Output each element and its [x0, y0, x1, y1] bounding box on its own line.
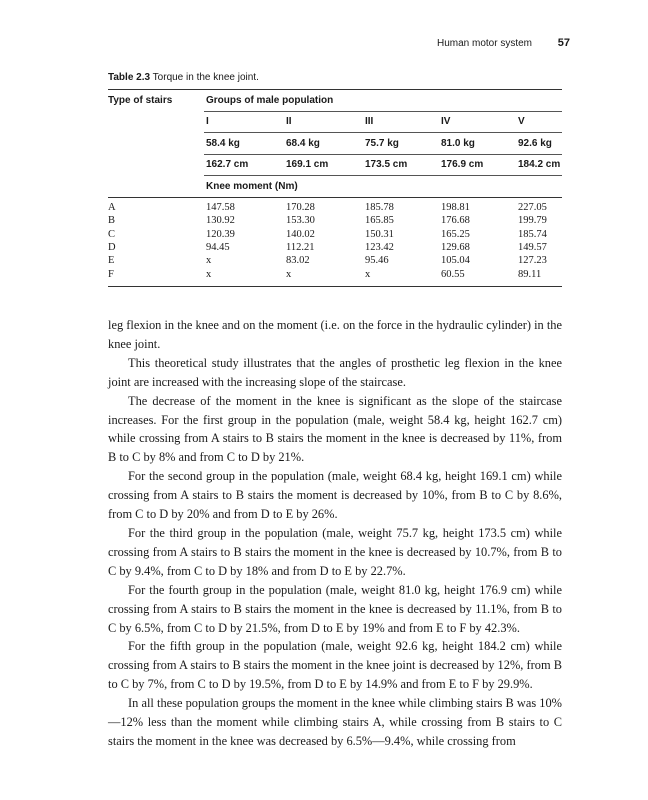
moment-value: 94.45: [206, 241, 230, 253]
table-caption-label: Table 2.3: [108, 72, 151, 83]
moment-value: 185.78: [365, 202, 394, 213]
running-head: [108, 38, 570, 54]
moment-value: 105.04: [441, 255, 470, 267]
moment-value: 227.05: [518, 202, 547, 213]
moment-value: 176.68: [441, 215, 470, 227]
height-rule: [204, 175, 562, 176]
paragraph: This theoretical study illustrates that the angles of prosthetic leg flexion in the knee joint are increased with the increasing slope of the staircase.: [108, 355, 562, 389]
group-numeral: IV: [441, 116, 451, 127]
moment-value: x: [286, 268, 292, 280]
page-number: 57: [557, 37, 570, 49]
knee-moment-header: Knee moment (Nm): [206, 181, 298, 192]
group-weight: 75.7 kg: [365, 138, 399, 149]
paragraph: For the fifth group in the population (male, weight 92.6 kg, height 184.2 cm) while crossing from A stairs to B stairs the moment in the knee joint is decreased by 12%, from B to C by 7%, from C to D by 19.5%, from D to E by 14.9% and from E to F by 29.9%.: [108, 639, 562, 692]
group-header-rule: [204, 111, 562, 112]
paragraph: For the third group in the population (male, weight 75.7 kg, height 173.5 cm) while crossing from A stairs to B stairs the moment in the knee is decreased by 10.7%, from B to C by 9.4%, from C to D by 18% and from D to E by 22.7%.: [108, 525, 562, 578]
moment-value: 147.58: [206, 202, 235, 213]
group-height: 176.9 cm: [441, 159, 484, 170]
stair-type-label: E: [108, 255, 115, 267]
group-height: 162.7 cm: [206, 159, 249, 170]
group-height: 184.2 cm: [518, 159, 561, 170]
col-header-type-of-stairs: Type of stairs: [108, 95, 173, 106]
numeral-rule: [204, 132, 562, 133]
paragraph: In all these population groups the moment in the knee while climbing stairs B was 10%—12% less than the moment while climbing stairs A, while crossing from B stairs to C stairs the moment in the knee was decreased by 6.5%—9.4%, while crossing from: [108, 696, 562, 748]
moment-value: 199.79: [518, 215, 547, 227]
weight-rule: [204, 154, 562, 155]
moment-value: 123.42: [365, 241, 394, 253]
moment-value: x: [365, 268, 371, 280]
stair-type-label: C: [108, 228, 116, 240]
table-top-rule: [108, 89, 562, 90]
table-header-bottom-rule: [108, 197, 562, 198]
col-header-groups: Groups of male population: [206, 95, 334, 106]
moment-value: 149.57: [518, 241, 547, 253]
running-title: Human motor system: [436, 38, 532, 49]
moment-value: 60.55: [441, 268, 465, 280]
table-caption: [108, 72, 259, 83]
table-bottom-rule: [108, 286, 562, 287]
moment-value: 153.30: [286, 215, 315, 227]
moment-value: 129.68: [441, 241, 470, 253]
moment-value: 95.46: [365, 255, 389, 267]
moment-value: 165.85: [365, 215, 394, 227]
group-weight: 81.0 kg: [441, 138, 475, 149]
stair-type-label: F: [108, 268, 114, 280]
group-weight: 58.4 kg: [206, 138, 240, 149]
moment-value: 83.02: [286, 255, 310, 267]
moment-value: 198.81: [441, 202, 470, 213]
moment-value: 120.39: [206, 228, 235, 240]
moment-value: 127.23: [518, 255, 547, 267]
paragraph: The decrease of the moment in the knee is significant as the slope of the staircase increases. For the first group in the population (male, weight 58.4 kg, height 162.7 cm) while crossing from A stairs to B stairs the moment in the knee is decreased by 11%, from B to C by 8% and from C to D by 21%.: [108, 393, 562, 465]
moment-value: 150.31: [365, 228, 394, 240]
paragraph: For the fourth group in the population (male, weight 81.0 kg, height 176.9 cm) while crossing from A stairs to B stairs the moment in the knee is decreased by 11.1%, from B to C by 6.5%, from C to D by 21.5%, from D to E by 19% and from E to F by 42.3%.: [108, 582, 562, 635]
group-numeral: V: [518, 116, 525, 127]
moment-value: 140.02: [286, 228, 315, 240]
stair-type-label: D: [108, 241, 116, 253]
group-numeral: III: [365, 116, 374, 127]
moment-value: 112.21: [286, 241, 315, 253]
moment-value: x: [206, 255, 212, 267]
moment-value: 185.74: [518, 228, 547, 240]
moment-value: 89.11: [518, 268, 542, 280]
group-height: 169.1 cm: [286, 159, 329, 170]
stair-type-label: A: [108, 202, 116, 213]
group-numeral: I: [206, 116, 209, 127]
stair-type-label: B: [108, 215, 116, 227]
group-weight: 92.6 kg: [518, 138, 552, 149]
paragraph: For the second group in the population (male, weight 68.4 kg, height 169.1 cm) while crossing from A stairs to B stairs the moment is decreased by 10%, from B to C by 8.6%, from C to D by 20% and from D to E by 26%.: [108, 469, 562, 522]
group-numeral: II: [286, 116, 292, 127]
moment-value: 130.92: [206, 215, 235, 227]
group-weight: 68.4 kg: [286, 138, 320, 149]
moment-value: 165.25: [441, 228, 470, 240]
moment-value: 170.28: [286, 202, 315, 213]
group-height: 173.5 cm: [365, 159, 408, 170]
paragraph: leg flexion in the knee and on the moment (i.e. on the force in the hydraulic cylinder) in the knee joint.: [108, 318, 562, 351]
body-text: [108, 316, 562, 751]
table-caption-text: Torque in the knee joint.: [152, 72, 259, 83]
moment-value: x: [206, 268, 212, 280]
